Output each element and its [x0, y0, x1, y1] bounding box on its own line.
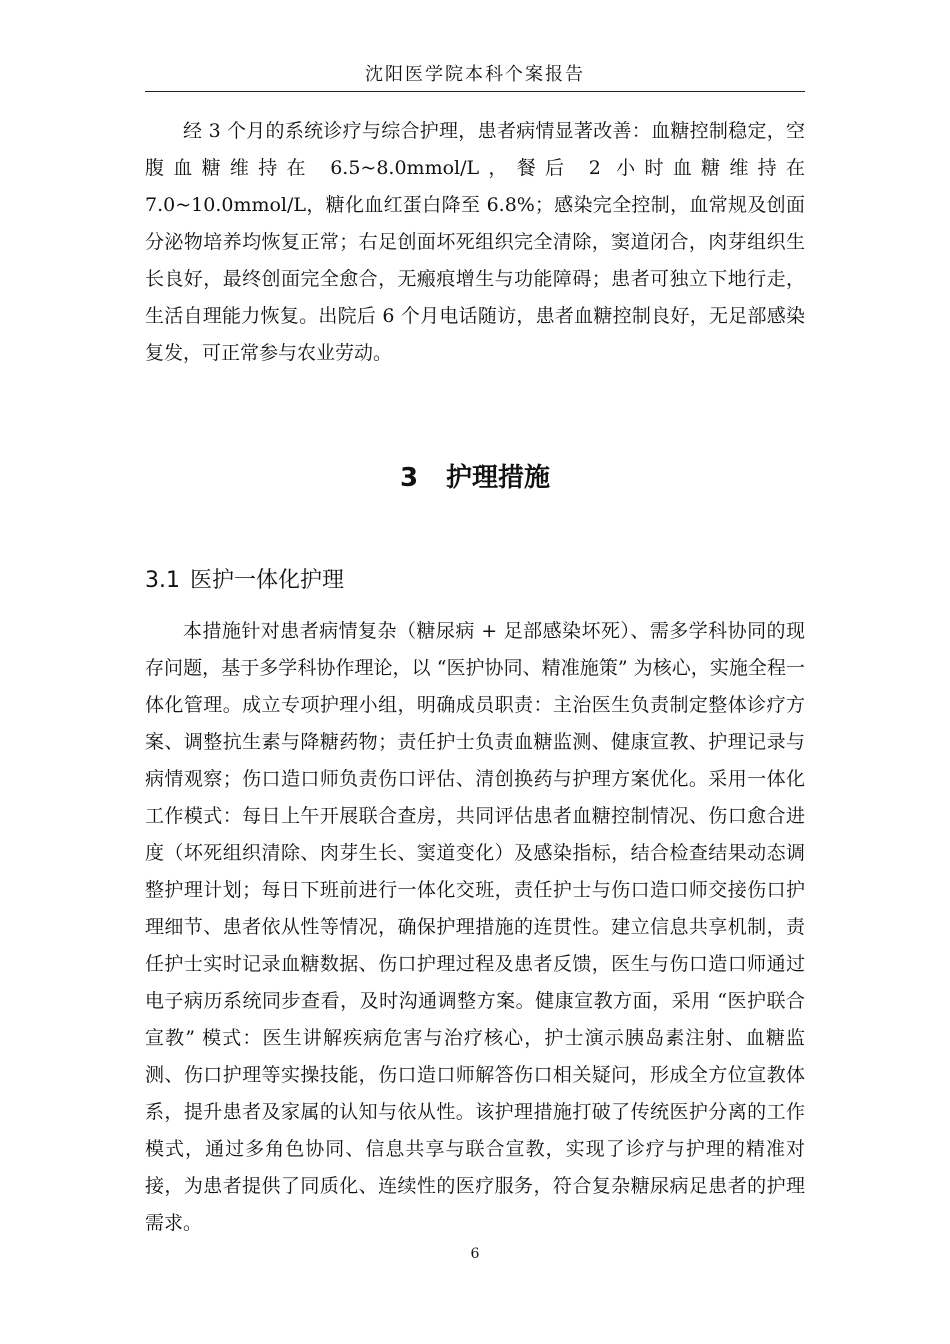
- section-heading: [145, 458, 805, 498]
- subsection-heading: [145, 561, 805, 601]
- subsection-title: 医护一体化护理: [190, 568, 345, 593]
- section-number: 3: [399, 463, 419, 493]
- subsection-number: 3.1: [145, 568, 180, 593]
- page-number: 6: [470, 1246, 480, 1262]
- header-divider: [145, 91, 805, 92]
- page-header: 沈阳医学院本科个案报告: [365, 64, 585, 85]
- section-title: 护理措施: [446, 463, 551, 493]
- outcome-paragraph: 经 3 个月的系统诊疗与综合护理，患者病情显著改善：血糖控制稳定，空腹血糖维持在 6.5~8.0mmol/L，餐后 2 小时血糖维持在 7.0~10.0mmol/L，糖化血红蛋白降至 6.8%；感染完全控制，血常规及创面分泌物培养均恢复正常；右足创面坏死组织完全清除，窦道闭合，肉芽组织生长良好，最终创面完全愈合，无瘢痕增生与功能障碍；患者可独立下地行走，生活自理能力恢复。出院后 6 个月电话随访，患者血糖控制良好，无足部感染复发，可正常参与农业劳动。: [145, 120, 805, 364]
- nursing-measure-paragraph: 本措施针对患者病情复杂（糖尿病 + 足部感染坏死）、需多学科协同的现存问题，基于多学科协作理论，以 “医护协同、精准施策” 为核心，实施全程一体化管理。成立专项护理小组，明确成员职责：主治医生负责制定整体诊疗方案、调整抗生素与降糖药物；责任护士负责血糖监测、健康宣教、护理记录与病情观察；伤口造口师负责伤口评估、清创换药与护理方案优化。采用一体化工作模式：每日上午开展联合查房，共同评估患者血糖控制情况、伤口愈合进度（坏死组织清除、肉芽生长、窦道变化）及感染指标，结合检查结果动态调整护理计划；每日下班前进行一体化交班，责任护士与伤口造口师交接伤口护理细节、患者依从性等情况，确保护理措施的连贯性。建立信息共享机制，责任护士实时记录血糖数据、伤口护理过程及患者反馈，医生与伤口造口师通过电子病历系统同步查看，及时沟通调整方案。健康宣教方面，采用 “医护联合宣教” 模式：医生讲解疾病危害与治疗核心，护士演示胰岛素注射、血糖监测、伤口护理等实操技能，伤口造口师解答伤口相关疑问，形成全方位宣教体系，提升患者及家属的认知与依从性。该护理措施打破了传统医护分离的工作模式，通过多角色协同、信息共享与联合宣教，实现了诊疗与护理的精准对接，为患者提供了同质化、连续性的医疗服务，符合复杂糖尿病足患者的护理需求。: [145, 620, 805, 1234]
